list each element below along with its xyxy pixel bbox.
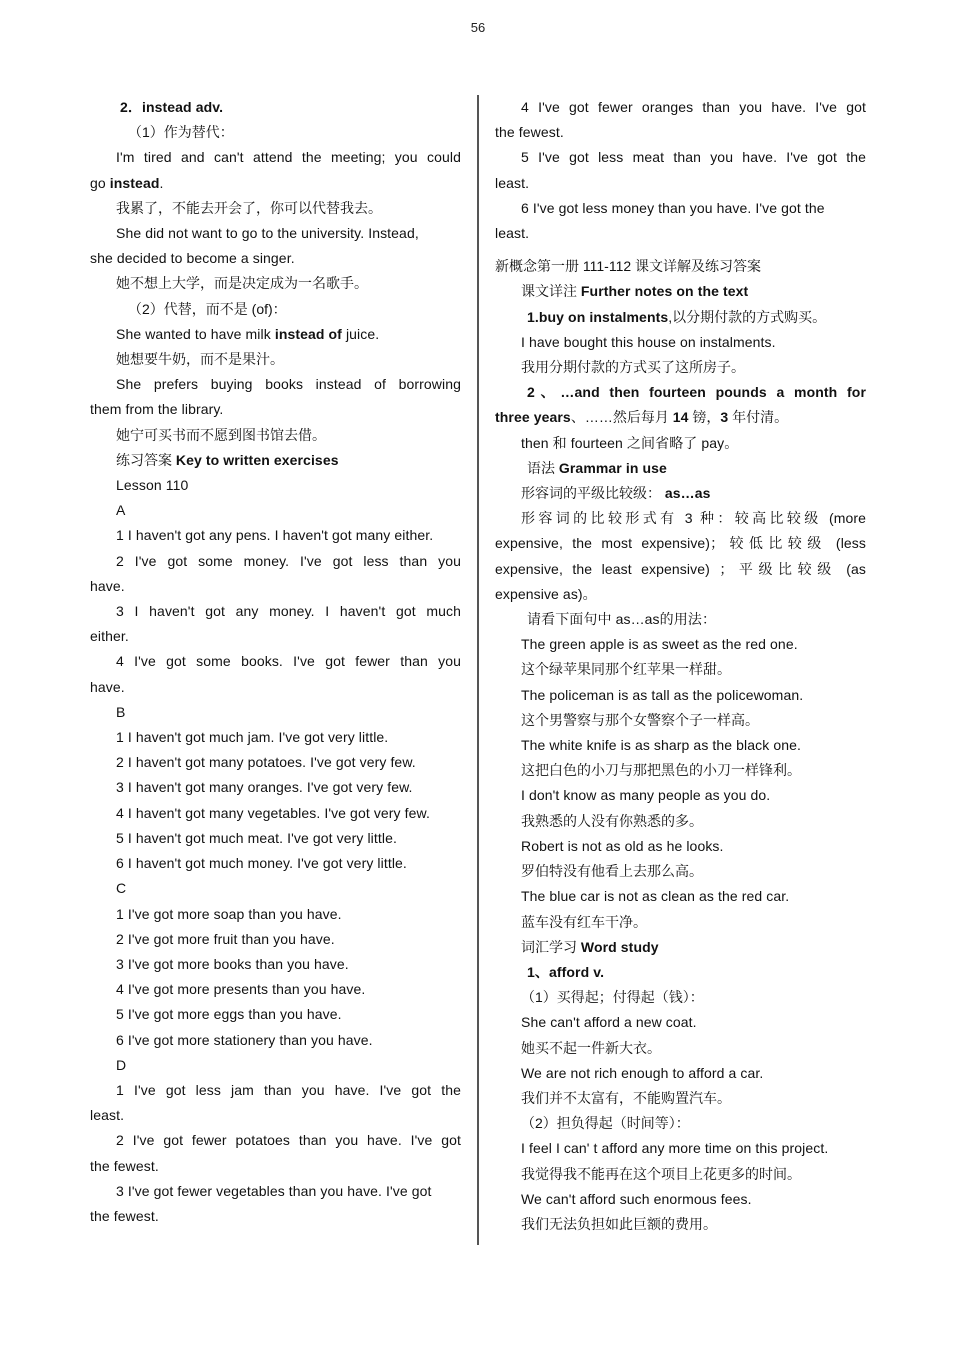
- afford-sense1: （1）买得起；付得起（钱）：: [521, 989, 704, 1006]
- answer-item-cont: the fewest.: [495, 124, 564, 141]
- example-en: The green apple is as sweet as the red one.: [521, 636, 798, 653]
- text: juice.: [341, 325, 380, 342]
- example-en: She did not want to go to the university. Instead,: [116, 225, 419, 242]
- heading-instead: 2．instead adv.: [120, 99, 224, 115]
- note-gloss: 镑，: [688, 409, 721, 426]
- note-gloss: ,以分期付款的方式购买。: [668, 308, 827, 325]
- example-zh: 我觉得我不能再在这个项目上花更多的时间。: [521, 1165, 801, 1182]
- answer-item: 3 I've got more books than you have.: [116, 955, 349, 972]
- example-en: I feel I can' t afford any more time on this project.: [521, 1140, 829, 1157]
- answer-item: 4 I've got more presents than you have.: [116, 981, 366, 998]
- example-zh: 她不想上大学，而是决定成为一名歌手。: [116, 275, 368, 292]
- answer-item: 5 I've got less meat than you have. I've got the: [521, 149, 866, 166]
- lesson-label: Lesson 110: [116, 477, 189, 494]
- answer-item: 2 I've got more fruit than you have.: [116, 930, 335, 947]
- answer-item: 6 I haven't got much money. I've got very little.: [116, 855, 407, 872]
- answer-item-cont: least.: [90, 1107, 125, 1124]
- note-explanation: then 和 fourteen 之间省略了 pay。: [521, 434, 739, 451]
- right-column: [495, 95, 866, 1237]
- note-1: [495, 305, 866, 330]
- grammar-paragraph: expensive as)。: [495, 585, 597, 602]
- spacer: [495, 246, 866, 254]
- example-zh: 她买不起一件新大衣。: [521, 1039, 661, 1056]
- grammar-paragraph: expensive, the least expensive) ；平级比较级 (as: [495, 560, 866, 577]
- example-zh: 这把白色的小刀与那把黑色的小刀一样锋利。: [521, 762, 801, 779]
- example-zh: 罗伯特没有他看上去那么高。: [521, 863, 703, 880]
- heading-zh: 语法: [527, 459, 559, 476]
- page-number: 56: [470, 20, 486, 35]
- left-column: [90, 95, 461, 1229]
- grammar-paragraph: expensive, the most expensive)；较低比较级 (less: [495, 535, 866, 552]
- example-en: I'm tired and can't attend the meeting; you could: [116, 149, 461, 166]
- answer-item: 5 I haven't got much meat. I've got very little.: [116, 829, 397, 846]
- topic-zh: 形容词的平级比较级：: [521, 485, 665, 502]
- example-zh: 我们并不太富有，不能购置汽车。: [521, 1089, 731, 1106]
- word-study-heading: [495, 935, 866, 960]
- answer-item: 3 I've got fewer vegetables than you have. I've got: [116, 1182, 432, 1199]
- grammar-heading: [495, 456, 866, 481]
- answer-item: 4 I've got some books. I've got fewer than you: [116, 653, 461, 670]
- notes-heading: [495, 279, 866, 304]
- answer-item: 4 I've got fewer oranges than you have. I've got: [521, 99, 866, 115]
- example-en: I have bought this house on instalments.: [521, 333, 776, 350]
- example-zh: 这个男警察与那个女警察个子一样高。: [521, 711, 759, 728]
- text: go: [90, 174, 110, 191]
- answer-item: 1 I haven't got any pens. I haven't got many either.: [116, 527, 434, 544]
- bold-term: as…as: [664, 485, 711, 502]
- sense1-label: （1）作为替代：: [128, 124, 234, 141]
- answer-item: 1 I've got less jam than you have. I've got the: [116, 1081, 461, 1098]
- text: .: [159, 174, 164, 191]
- answer-item-cont: have.: [90, 678, 125, 695]
- bold-term: 1.buy on instalments: [527, 308, 669, 325]
- grammar-intro: 请看下面句中 as…as的用法：: [527, 611, 717, 628]
- grammar-paragraph: 形容词的比较形式有 3 种：较高比较级 (more: [521, 510, 866, 527]
- example-en: [90, 322, 461, 347]
- column-divider: [477, 95, 479, 1245]
- lesson-title: 新概念第一册 111-112 课文详解及练习答案: [495, 258, 762, 275]
- note-gloss: 、……然后每月: [570, 409, 673, 426]
- answer-item-cont: the fewest.: [90, 1157, 159, 1174]
- section-b-label: B: [116, 703, 126, 720]
- bold-term: three years: [495, 409, 571, 426]
- example-zh: 我用分期付款的方式买了这所房子。: [521, 359, 745, 376]
- grammar-topic: [495, 481, 866, 506]
- bold-term: instead of: [274, 325, 342, 342]
- heading-en: Further notes on the text: [580, 283, 749, 300]
- answer-item: 3 I haven't got any money. I haven't got much: [116, 603, 461, 620]
- heading-en: Key to written exercises: [175, 451, 339, 468]
- answer-item-cont: have.: [90, 577, 125, 594]
- example-zh: 她想要牛奶，而不是果汁。: [116, 351, 284, 368]
- answer-item-cont: least.: [495, 174, 530, 191]
- example-zh: 我累了，不能去开会了，你可以代替我去。: [116, 199, 382, 216]
- example-en: Robert is not as old as he looks.: [521, 837, 724, 854]
- answer-item: 3 I haven't got many oranges. I've got very few.: [116, 779, 413, 796]
- heading-en: Word study: [580, 938, 659, 955]
- answer-item: 5 I've got more eggs than you have.: [116, 1006, 342, 1023]
- example-en: We can't afford such enormous fees.: [521, 1190, 752, 1207]
- example-en: We are not rich enough to afford a car.: [521, 1064, 764, 1081]
- note-2-cont: [495, 405, 866, 430]
- example-en-cont: she decided to become a singer.: [90, 250, 295, 267]
- heading-zh: 练习答案: [116, 451, 176, 468]
- example-en-cont: them from the library.: [90, 401, 224, 418]
- text: She wanted to have milk: [116, 325, 275, 342]
- answer-item: 2 I've got fewer potatoes than you have. I've got: [116, 1132, 461, 1149]
- sense2-label: （2）代替，而不是 (of)：: [128, 300, 287, 317]
- example-en: The blue car is not as clean as the red car.: [521, 888, 790, 905]
- example-en: The white knife is as sharp as the black one.: [521, 737, 801, 754]
- bold-number: 3: [720, 409, 729, 426]
- answer-item: 1 I've got more soap than you have.: [116, 905, 342, 922]
- example-en: She can't afford a new coat.: [521, 1014, 697, 1031]
- answer-item: 4 I haven't got many vegetables. I've got very few.: [116, 804, 430, 821]
- answer-item: 6 I've got more stationery than you have.: [116, 1031, 373, 1048]
- note-gloss: 年付清。: [728, 409, 789, 426]
- example-en: She prefers buying books instead of borrowing: [116, 376, 461, 393]
- afford-heading: 1、afford v.: [527, 963, 605, 980]
- answer-item-cont: least.: [495, 225, 530, 242]
- example-zh: 我熟悉的人没有你熟悉的多。: [521, 812, 703, 829]
- example-zh: 蓝车没有红车干净。: [521, 913, 647, 930]
- note-2: 2、…and then fourteen pounds a month for: [527, 384, 866, 401]
- heading-zh: 词汇学习: [521, 938, 581, 955]
- example-zh: 她宁可买书而不愿到图书馆去借。: [116, 426, 326, 443]
- section-c-label: C: [116, 880, 127, 897]
- answer-item: 1 I haven't got much jam. I've got very little.: [116, 729, 389, 746]
- afford-sense2: （2）担负得起（时间等）：: [521, 1115, 690, 1132]
- heading-zh: 课文详注: [521, 283, 581, 300]
- answer-item: 2 I've got some money. I've got less than you: [116, 552, 461, 569]
- answer-item-cont: the fewest.: [90, 1207, 159, 1224]
- answer-item: 2 I haven't got many potatoes. I've got very few.: [116, 754, 416, 771]
- bold-term: instead: [109, 174, 160, 191]
- heading-en: Grammar in use: [558, 459, 667, 476]
- example-en: I don't know as many people as you do.: [521, 787, 771, 804]
- example-zh: 我们无法负担如此巨额的费用。: [521, 1215, 717, 1232]
- key-heading: [90, 448, 461, 473]
- answer-item: 6 I've got less money than you have. I've got the: [521, 199, 825, 216]
- answer-item-cont: either.: [90, 628, 129, 645]
- example-en: The policeman is as tall as the policewoman.: [521, 686, 804, 703]
- section-a-label: A: [116, 502, 126, 519]
- section-d-label: D: [116, 1056, 127, 1073]
- example-en-cont: [90, 171, 461, 196]
- example-zh: 这个绿苹果同那个红苹果一样甜。: [521, 661, 731, 678]
- bold-number: 14: [672, 409, 689, 426]
